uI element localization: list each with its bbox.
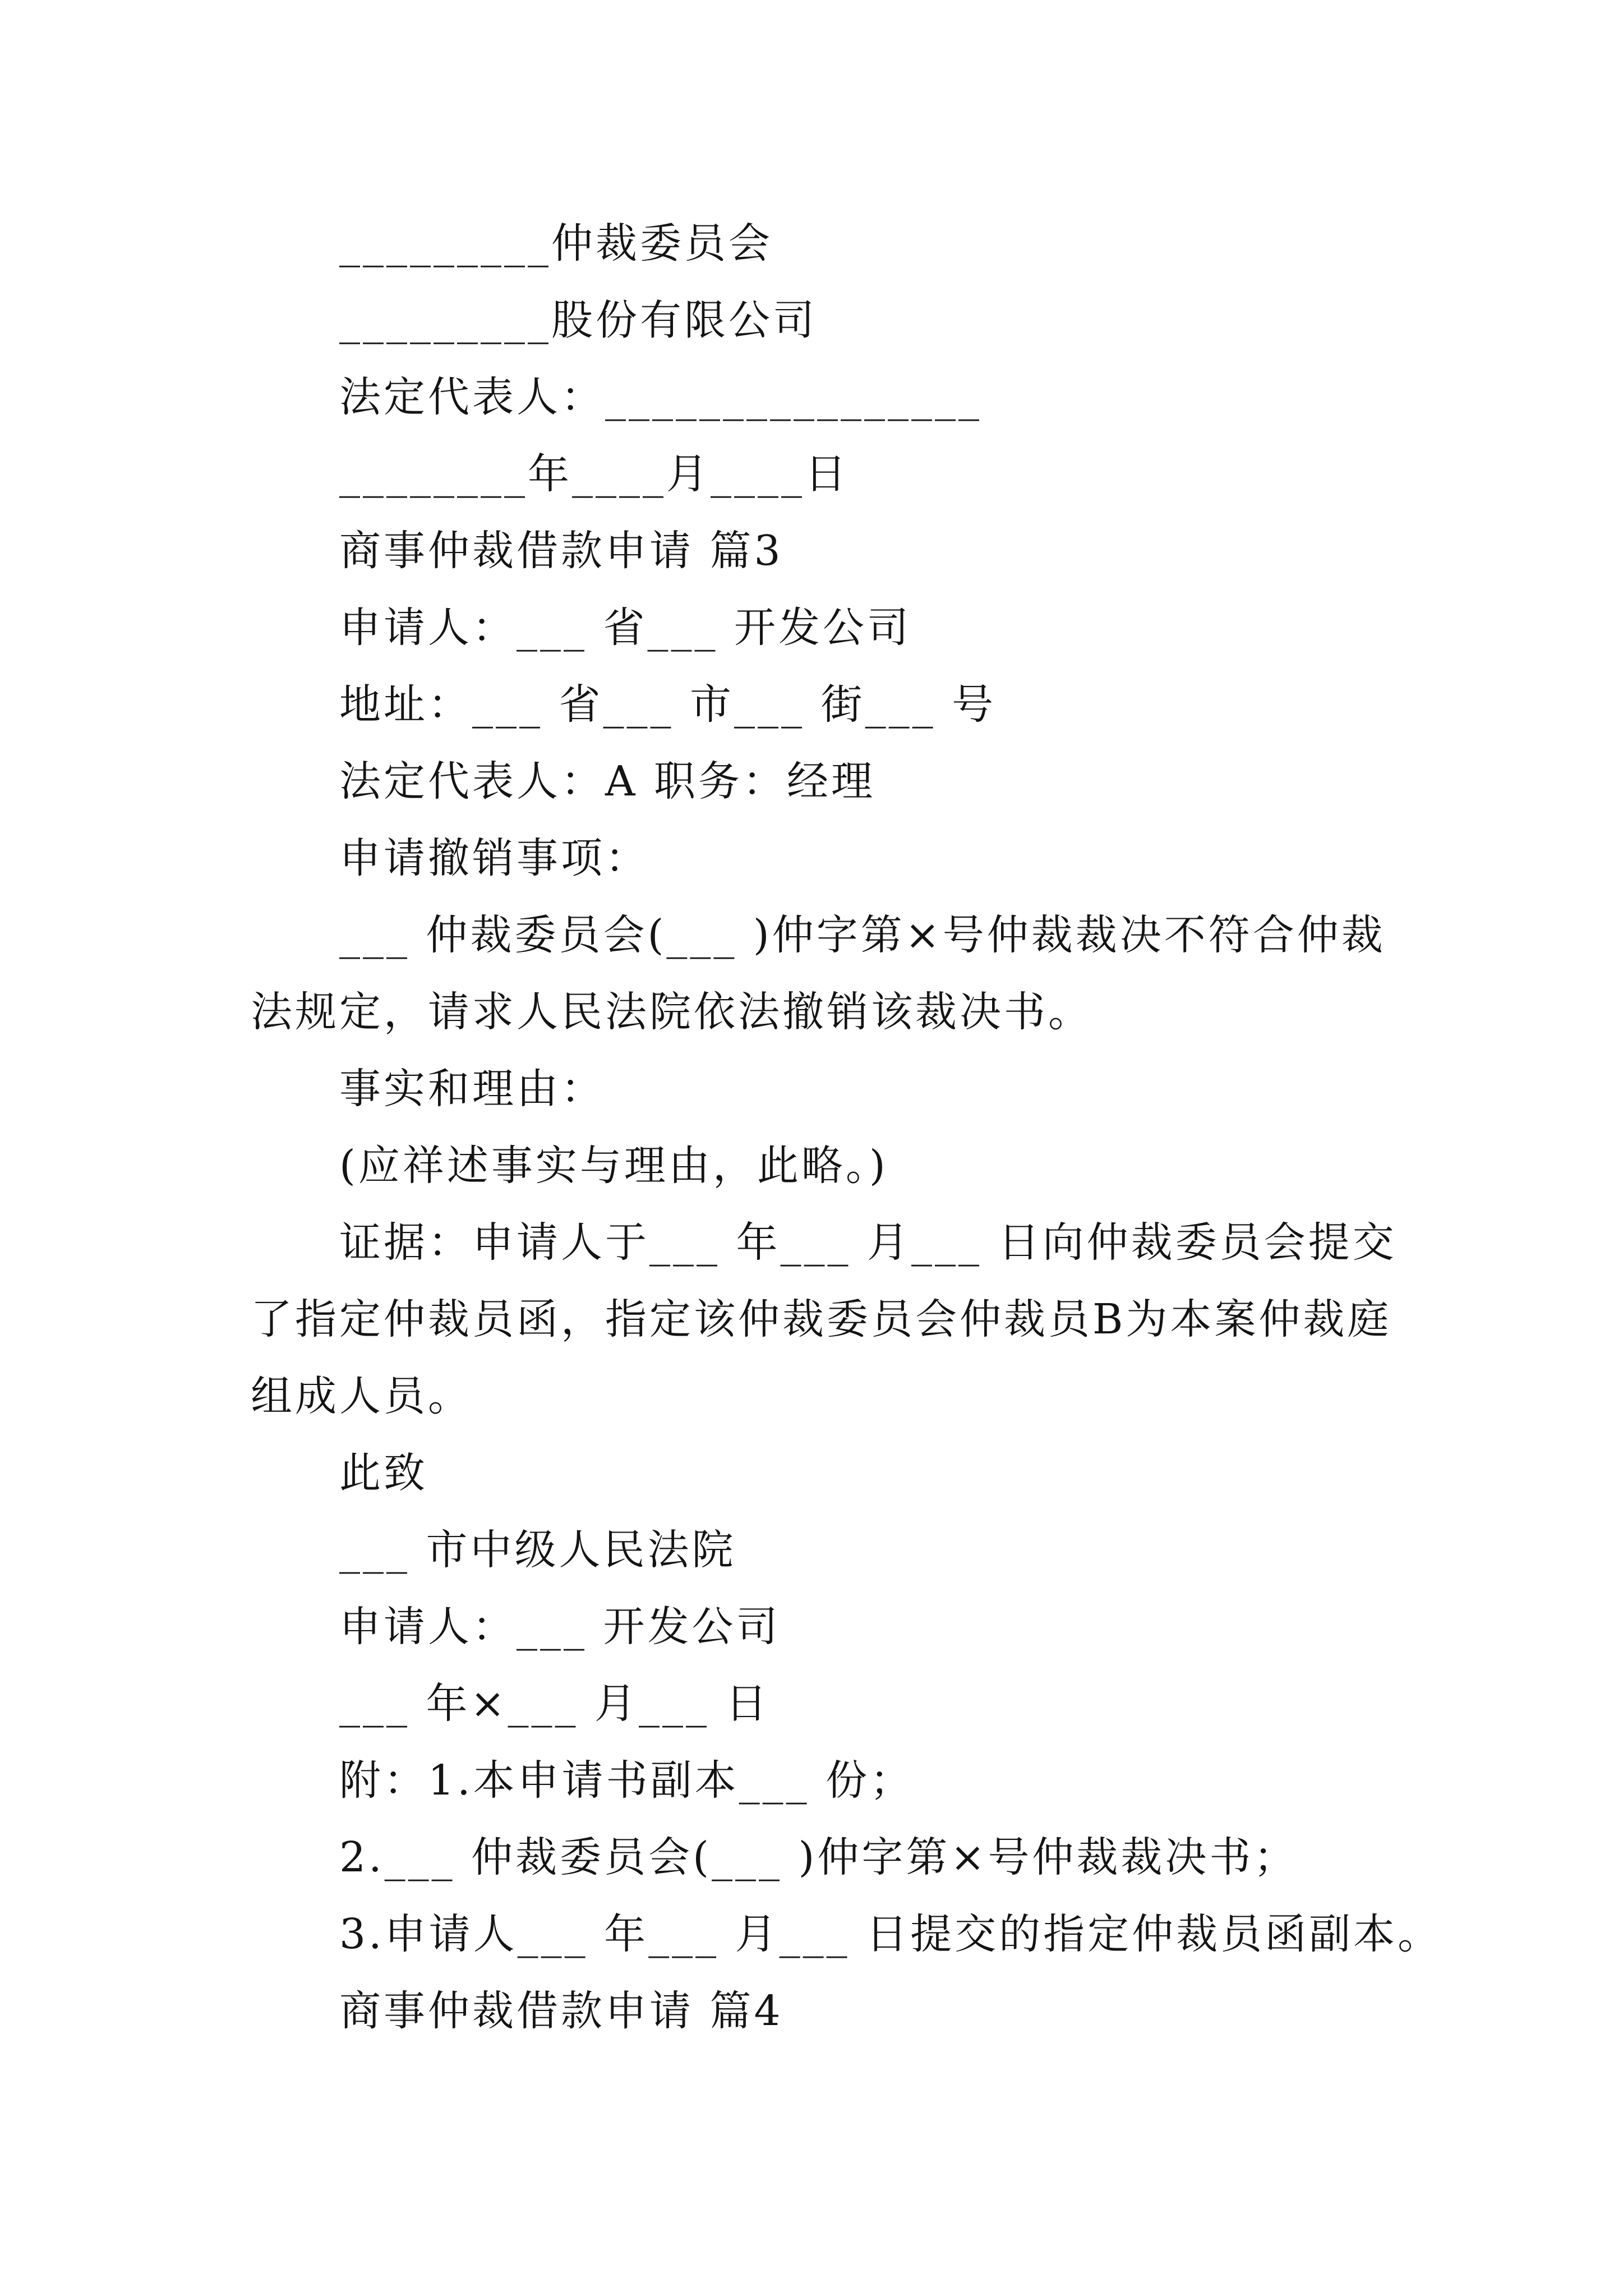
date-line: ________年____月____日: [339, 450, 849, 498]
applicant-line: 申请人：___ 省___ 开发公司: [339, 604, 912, 652]
company-name-line: _________股份有限公司: [339, 296, 817, 344]
attachment-line: 附：1.本申请书副本___ 份；: [339, 1756, 915, 1805]
legal-representative-line: 法定代表人：________________: [339, 373, 982, 421]
attachment-line: 3.申请人___ 年___ 月___ 日提交的指定仲裁员函副本。: [339, 1910, 1442, 1958]
evidence-paragraph-line: 组成人员。: [251, 1372, 472, 1420]
section-heading-3: 商事仲裁借款申请 篇3: [339, 527, 783, 575]
document-page: [251, 205, 1442, 2050]
court-line: ___ 市中级人民法院: [339, 1526, 736, 1574]
revocation-matters-heading: 申请撤销事项：: [339, 834, 649, 882]
evidence-paragraph-line: 证据：申请人于___ 年___ 月___ 日向仲裁委员会提交: [339, 1218, 1397, 1267]
facts-reasons-heading: 事实和理由：: [339, 1065, 605, 1113]
facts-reasons-note: (应祥述事实与理由，此略。): [339, 1142, 888, 1190]
salutation-line: 此致: [339, 1449, 428, 1497]
address-line: 地址：___ 省___ 市___ 街___ 号: [339, 680, 997, 729]
revocation-paragraph-line: 法规定，请求人民法院依法撤销该裁决书。: [251, 988, 1092, 1036]
representative-position-line: 法定代表人：A 职务：经理: [339, 757, 875, 806]
signature-date-line: ___ 年×___ 月___ 日: [339, 1680, 770, 1728]
attachment-line: 2.___ 仲裁委员会(___ )仲字第×号仲裁裁决书；: [339, 1833, 1298, 1881]
signature-applicant-line: 申请人：___ 开发公司: [339, 1603, 781, 1651]
section-heading-4: 商事仲裁借款申请 篇4: [339, 1987, 783, 2035]
evidence-paragraph-line: 了指定仲裁员函，指定该仲裁委员会仲裁员B为本案仲裁庭: [251, 1295, 1392, 1343]
arbitration-committee-line: _________仲裁委员会: [339, 219, 773, 268]
revocation-paragraph-line: ___ 仲裁委员会(___ )仲字第×号仲裁裁决不符合仲裁: [339, 911, 1386, 959]
